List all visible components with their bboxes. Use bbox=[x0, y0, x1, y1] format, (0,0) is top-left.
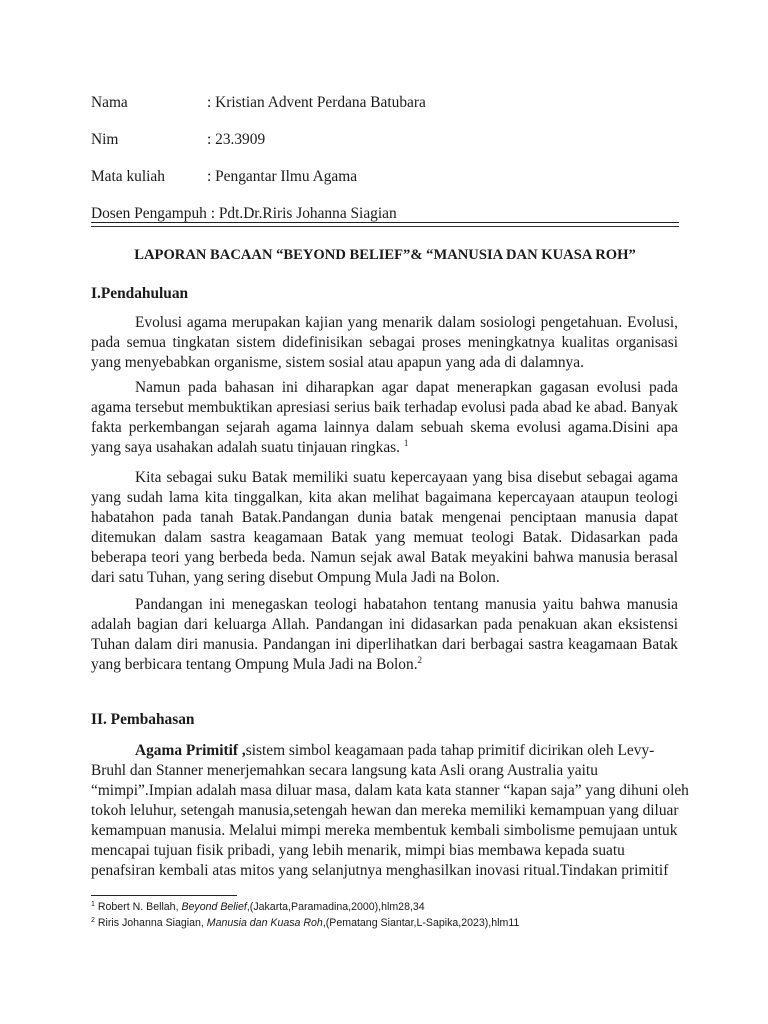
header-divider-thin bbox=[91, 226, 679, 227]
footnote-1-post: ,(Jakarta,Paramadina,2000),hlm28,34 bbox=[246, 901, 425, 913]
section-heading-pembahasan: II. Pembahasan bbox=[91, 711, 195, 728]
paragraph-agama-primitif-line-7: penafsiran kembali atas mitos yang selanjutnya menghasilkan inovasi ritual.Tindakan primitif bbox=[91, 862, 669, 879]
matakuliah-value: : Pengantar Ilmu Agama bbox=[207, 168, 358, 185]
footnote-separator bbox=[91, 895, 237, 896]
footnote-ref-1[interactable]: 1 bbox=[403, 438, 409, 448]
header-divider-thick bbox=[91, 222, 679, 223]
paragraph-3 bbox=[91, 468, 678, 588]
nama-label: Nama bbox=[91, 94, 128, 111]
matakuliah-label: Mata kuliah bbox=[91, 168, 165, 185]
footnote-2-pre: Riris Johanna Siagian, bbox=[94, 917, 207, 929]
paragraph-3-text: Kita sebagai suku Batak memiliki suatu kepercayaan yang bisa disebut sebagai agama yang sudah lama kita tinggalkan, kita akan melihat bagaimana kepercayaan ataupun teologi habatahon pada tanah Batak.Pandangan dunia batak mengenai penciptaan manusia dapat ditemukan dalam sastra keagamaan Batak yang memuat teologi Batak. Didasarkan pada beberapa teori yang berbeda beda. Namun sejak awal Batak meyakini bahwa manusia berasal dari satu Tuhan, yang sering disebut Ompung Mula Jadi na Bolon. bbox=[91, 469, 678, 586]
paragraph-agama-primitif-line-3: “mimpi”.Impian adalah masa diluar masa, dalam kata kata stanner “kapan saja” yang dihuni oleh bbox=[91, 782, 689, 799]
agama-primitif-lead: Agama Primitif , bbox=[135, 742, 246, 759]
footnote-2-number: 2 bbox=[91, 917, 95, 924]
paragraph-2-text: Namun pada bahasan ini diharapkan agar dapat menerapkan gagasan evolusi pada agama tersebut membuktikan apresiasi serius baik terhadap evolusi pada abad ke abad. Banyak fakta perkembangan sejarah agama lainnya dalam sebuah skema evolusi agama.Disini apa yang saya usahakan adalah suatu tinjauan ringkas. bbox=[91, 379, 678, 456]
header-nim-row bbox=[91, 131, 681, 149]
dosen-label: Dosen Pengampuh bbox=[91, 205, 207, 222]
agama-primitif-line-1-text: sistem simbol keagamaan pada tahap primitif dicirikan oleh Levy- bbox=[245, 742, 655, 759]
footnote-1-number: 1 bbox=[91, 901, 95, 908]
footnote-ref-2[interactable]: 2 bbox=[417, 655, 423, 665]
paragraph-4 bbox=[91, 595, 678, 675]
paragraph-agama-primitif-line-6: mencapai tujuan fisik pribadi, yang lebih menarik, mimpi bias membawa kepada suatu bbox=[91, 842, 625, 859]
footnote-1-title: Beyond Belief bbox=[181, 901, 247, 913]
nim-value: : 23.3909 bbox=[207, 131, 266, 148]
header-dosen-row bbox=[91, 205, 681, 223]
dosen-value: : Pdt.Dr.Riris Johanna Siagian bbox=[206, 205, 397, 222]
report-title: LAPORAN BACAAN “BEYOND BELIEF”& “MANUSIA DAN KUASA ROH” bbox=[134, 247, 636, 263]
footnote-2-title: Manusia dan Kuasa Roh bbox=[206, 917, 323, 929]
paragraph-1-text: Evolusi agama merupakan kajian yang menarik dalam sosiologi pengetahuan. Evolusi, pada semua tingkatan sistem didefinisikan sebagai proses meningkatnya kualitas organisasi yang menyebabkan organisme, sistem sosial atau apapun yang ada di dalamnya. bbox=[91, 314, 678, 371]
section-heading-pendahuluan: I.Pendahuluan bbox=[91, 285, 189, 302]
header-nama-row bbox=[91, 94, 681, 112]
footnote-1 bbox=[91, 900, 425, 914]
nama-value: : Kristian Advent Perdana Batubara bbox=[207, 94, 426, 111]
header-matakuliah-row bbox=[91, 168, 681, 186]
nim-label: Nim bbox=[91, 131, 119, 148]
footnote-2 bbox=[91, 916, 519, 930]
paragraph-agama-primitif-line-4: tokoh leluhur, setengah manusia,setengah hewan dan mereka memiliki kemampuan yang diluar bbox=[91, 802, 679, 819]
paragraph-4-text: Pandangan ini menegaskan teologi habatahon tentang manusia yaitu bahwa manusia adalah bagian dari keluarga Allah. Pandangan ini didasarkan pada penakuan akan eksistensi Tuhan dalam diri manusia. Pandangan ini diperlihatkan dari berbagai sastra keagamaan Batak yang berbicara tentang Ompung Mula Jadi na Bolon. bbox=[91, 596, 678, 673]
footnote-1-pre: Robert N. Bellah, bbox=[94, 901, 182, 913]
paragraph-agama-primitif-line-1 bbox=[91, 741, 678, 761]
footnote-2-post: ,(Pematang Siantar,L-Sapika,2023),hlm11 bbox=[322, 917, 520, 929]
paragraph-1 bbox=[91, 313, 678, 373]
paragraph-2 bbox=[91, 378, 678, 458]
paragraph-agama-primitif-line-2: Bruhl dan Stanner menerjemahkan secara langsung kata Asli orang Australia yaitu bbox=[91, 762, 598, 779]
paragraph-agama-primitif bbox=[91, 741, 689, 881]
paragraph-agama-primitif-line-5: kemampuan manusia. Melalui mimpi mereka membentuk kembali simbolisme pemujaan untuk bbox=[91, 822, 678, 839]
